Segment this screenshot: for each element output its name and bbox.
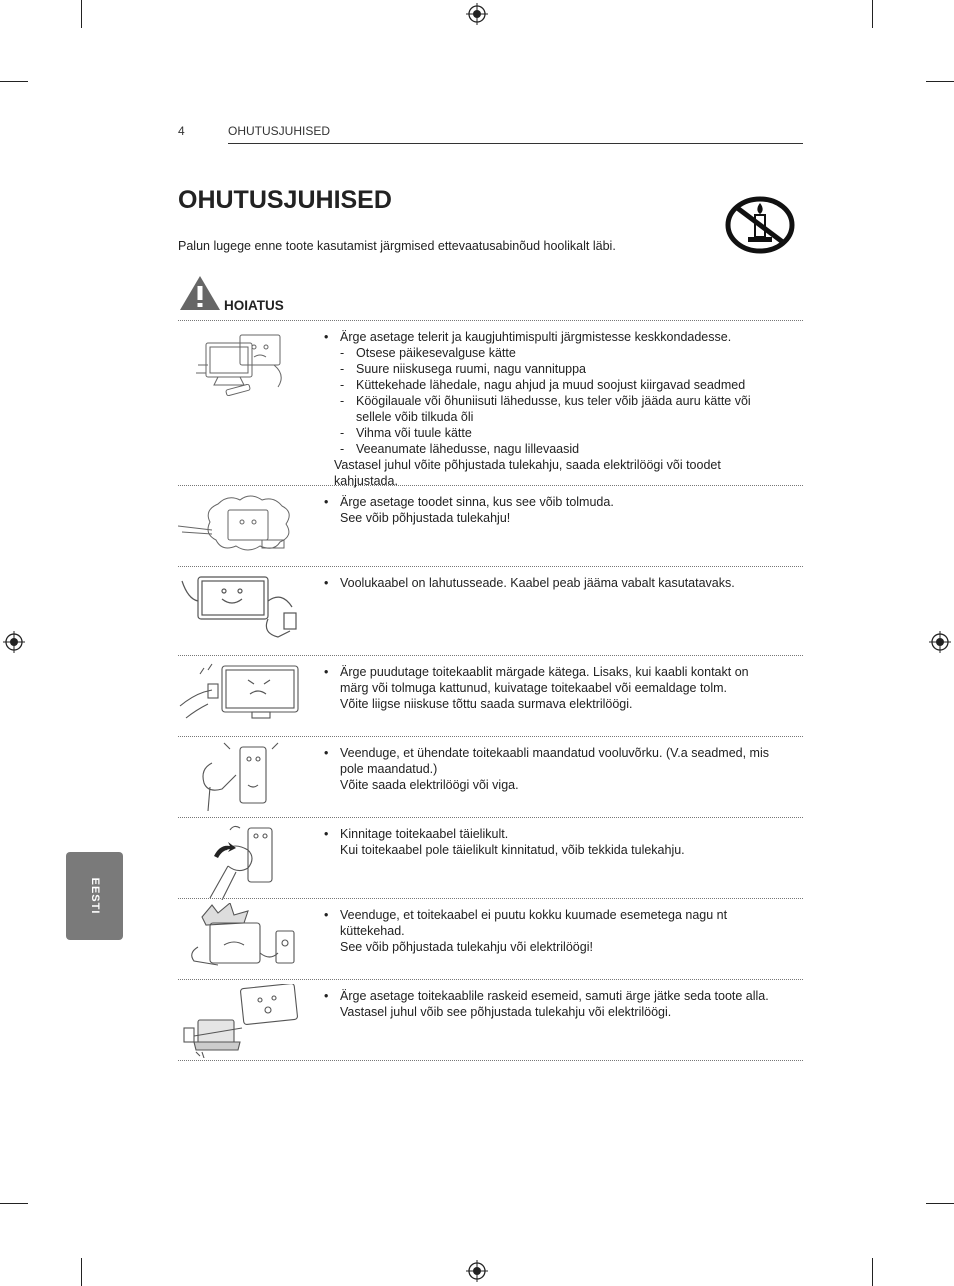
list-item — [178, 320, 803, 488]
sub-list-item: - Suure niiskusega ruumi, nagu vannituppa — [340, 362, 587, 376]
warning-list — [178, 320, 803, 1061]
registration-mark-icon — [929, 631, 951, 653]
warning-text: Ärge asetage toitekaablile raskeid esemeid, samuti ärge jätke seda toote alla. — [340, 989, 769, 1003]
power-cord-accessible-illustration-icon — [178, 571, 308, 647]
sub-list-item: - Otsese päikesevalguse kätte — [340, 346, 516, 360]
heavy-object-on-cord-illustration-icon — [178, 984, 308, 1058]
cord-near-heater-illustration-icon — [178, 903, 308, 977]
language-tab-label: EESTI — [88, 877, 101, 915]
header-rule — [228, 143, 803, 144]
header-section-title: OHUTUSJUHISED — [228, 124, 331, 138]
warning-triangle-icon — [178, 274, 222, 312]
bullet: • — [324, 576, 329, 590]
warning-consequence: See võib põhjustada tulekahju! — [340, 511, 511, 525]
sub-list-item: - Küttekehade lähedale, nagu ahjud ja muud soojust kiirgavad seadmed — [340, 378, 746, 392]
sub-list-item: - Veeanumate lähedusse, nagu lillevaasid — [340, 442, 580, 456]
warning-consequence: Võite liigse niiskuse tõttu saada surmava elektrilöögi. — [340, 697, 633, 711]
warning-text: Kinnitage toitekaabel täielikult. — [340, 827, 509, 841]
page-header — [178, 124, 803, 144]
page-title: OHUTUSJUHISED — [178, 186, 392, 214]
crop-mark — [0, 81, 28, 82]
crop-mark — [0, 1203, 28, 1204]
plug-fully-inserted-illustration-icon — [178, 822, 308, 900]
list-item — [178, 898, 803, 979]
warning-text: Ärge asetage toodet sinna, kus see võib tolmuda. — [340, 495, 614, 509]
registration-mark-icon — [466, 3, 488, 25]
bullet: • — [324, 495, 329, 509]
warning-consequence: Vastasel juhul võite põhjustada tulekahju, saada elektrilöögi või toodet kahjustada. — [334, 458, 721, 488]
crop-mark — [81, 1258, 82, 1286]
bullet: • — [324, 330, 329, 344]
list-item — [178, 817, 803, 898]
bullet: • — [324, 989, 329, 1003]
wet-hands-cord-illustration-icon — [178, 660, 308, 730]
page-number: 4 — [178, 124, 185, 138]
warning-text: Ärge asetage telerit ja kaugjuhtimispulti järgmistesse keskkondadesse. — [340, 330, 732, 344]
crop-mark — [872, 0, 873, 28]
registration-mark-icon — [466, 1260, 488, 1282]
language-tab — [66, 852, 123, 940]
warning-consequence: Vastasel juhul võib see põhjustada tulekahju või elektrilöögi. — [340, 1005, 672, 1019]
bullet: • — [324, 665, 329, 679]
crop-mark — [81, 0, 82, 28]
registration-mark-icon — [3, 631, 25, 653]
warning-consequence: See võib põhjustada tulekahju või elektrilöögi! — [340, 940, 593, 954]
list-item — [178, 566, 803, 655]
list-item — [178, 736, 803, 817]
warning-text: Veenduge, et ühendate toitekaabli maandatud vooluvõrku. (V.a seadmed, mis pole maandatud.) — [340, 746, 769, 776]
no-candle-icon — [724, 195, 796, 255]
warning-text: Veenduge, et toitekaabel ei puutu kokku kuumade esemetega nagu nt küttekehad. — [340, 908, 728, 938]
warning-consequence: Võite saada elektrilöögi või viga. — [340, 778, 519, 792]
warning-label: HOIATUS — [224, 298, 284, 313]
list-item — [178, 485, 803, 566]
list-item — [178, 979, 803, 1061]
bullet: • — [324, 908, 329, 922]
bullet: • — [324, 746, 329, 760]
intro-text: Palun lugege enne toote kasutamist järgmised ettevaatusabinõud hoolikalt läbi. — [178, 239, 616, 253]
sub-list — [340, 345, 773, 457]
warning-text: Voolukaabel on lahutusseade. Kaabel peab jääma vabalt kasutatavaks. — [340, 576, 735, 590]
sub-list-item: - Vihma või tuule kätte — [340, 426, 472, 440]
warning-consequence: Kui toitekaabel pole täielikult kinnitatud, võib tekkida tulekahju. — [340, 843, 685, 857]
dusty-tv-illustration-icon — [178, 490, 308, 560]
crop-mark — [926, 1203, 954, 1204]
list-item — [178, 655, 803, 736]
tv-environments-illustration-icon — [178, 325, 308, 405]
warning-text: Ärge puudutage toitekaablit märgade kätega. Lisaks, kui kaabli kontakt on märg või tolmuga kattunud, kuivatage toitekaabel või eemaldage tolm. — [340, 665, 749, 695]
grounded-outlet-illustration-icon — [178, 741, 308, 815]
bullet: • — [324, 827, 329, 841]
crop-mark — [926, 81, 954, 82]
sub-list-item: - Köögilauale või õhuniisuti lähedusse, kus teler võib jääda auru kätte või sellele võib tilkuda õli — [340, 394, 751, 424]
crop-mark — [872, 1258, 873, 1286]
